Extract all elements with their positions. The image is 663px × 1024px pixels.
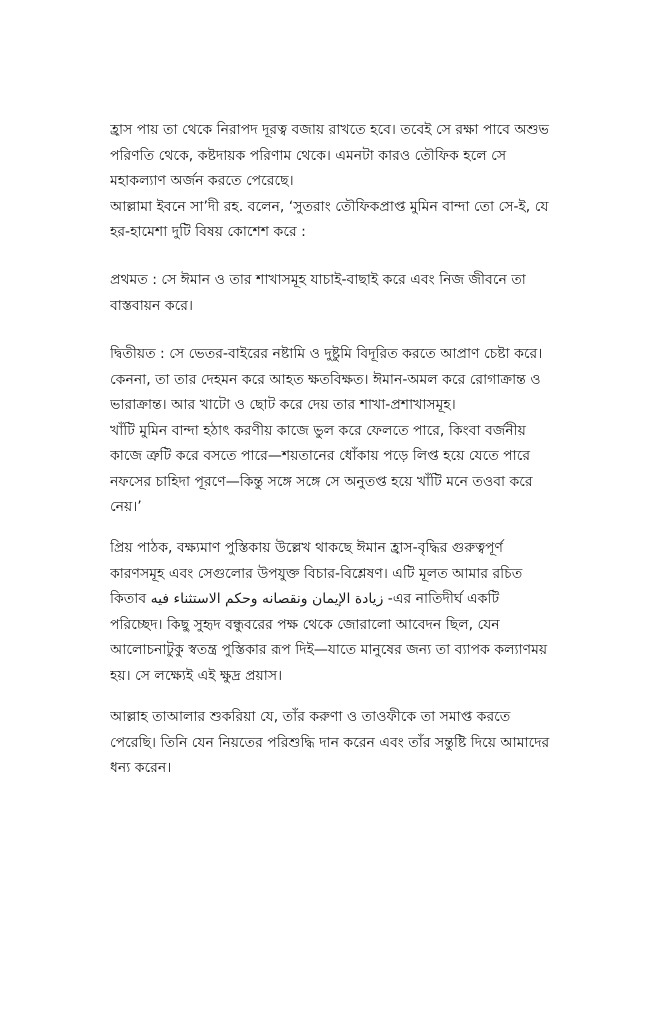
- text-line: ধন্য করেন।: [110, 760, 172, 776]
- text-line: নেয়।’: [110, 499, 142, 515]
- text-line: আল্লামা ইবনে সা’দী রহ. বলেন, ‘সুতরাং তৌফিকপ্রাপ্ত মুমিন বান্দা তো সে-ই, যে: [110, 198, 549, 215]
- text-line: খাঁটি মুমিন বান্দা হঠাৎ করণীয় কাজে ভুল করে ফেলতে পারে, কিংবা বর্জনীয়: [110, 422, 526, 439]
- text-line: পরিণতি থেকে, কষ্টদায়ক পরিণাম থেকে। এমনটা কারও তৌফিক হলে সে: [110, 147, 507, 164]
- text-line: কারণসমূহ এবং সেগুলোর উপযুক্ত বিচার-বিশ্লেষণ। এটি মূলত আমার রচিত: [110, 565, 523, 582]
- arabic-book-title: زيادة الإيمان ونقصانه وحكم الاستثناء فيه: [150, 591, 384, 607]
- text-line: হর-হামেশা দুটি বিষয় কোশেশ করে :: [110, 224, 306, 240]
- paragraph-gratitude: [110, 705, 556, 782]
- text-line: প্রিয় পাঠক, বক্ষ্যমাণ পুস্তিকায় উল্লেখ থাকছে ঈমান হ্রাস-বৃদ্ধির গুরুত্বপূর্ণ: [110, 540, 503, 556]
- text-segment: -এর নাতিদীর্ঘ একটি: [383, 591, 500, 607]
- text-line: পরিচ্ছেদ। কিছু সুহৃদ বন্ধুবরের পক্ষ থেকে জোরালো আবেদন ছিল, যেন: [110, 616, 500, 633]
- text-line: কাজে ত্রুটি করে বসতে পারে—শয়তানের ধোঁকায় পড়ে লিপ্ত হয়ে যেতে পারে: [110, 448, 531, 464]
- text-line: দ্বিতীয়ত : সে ভেতর-বাইরের নষ্টামি ও দুষ্টুমি বিদূরিত করতে আপ্রাণ চেষ্টা করে।: [110, 346, 543, 362]
- text-segment: কিতাব: [110, 591, 151, 607]
- paragraph-intro: [110, 118, 556, 246]
- paragraph-reader-note: [110, 536, 556, 689]
- text-line: পেরেছি। তিনি যেন নিয়তের পরিশুদ্ধি দান করেন এবং তাঁর সন্তুষ্টি দিয়ে আমাদের: [110, 734, 550, 751]
- text-line: আলোচনাটুকু স্বতন্ত্র পুস্তিকার রূপ দিই—যাতে মানুষের জন্য তা ব্যাপক কল্যাণময়: [110, 642, 548, 658]
- text-line: কেননা, তা তার দেহমন করে আহত ক্ষতবিক্ষত। ঈমান-অমল করে রোগাক্রান্ত ও: [110, 371, 541, 388]
- text-line: প্রথমত : সে ঈমান ও তার শাখাসমূহ যাচাই-বাছাই করে এবং নিজ জীবনে তা: [110, 272, 526, 288]
- text-line: আল্লাহ তাআলার শুকরিয়া যে, তাঁর করুণা ও তাওফীকে তা সমাপ্ত করতে: [110, 709, 511, 725]
- text-line: ভারাক্রান্ত। আর খাটো ও ছোট করে দেয় তার শাখা-প্রশাখাসমূহ।: [110, 397, 456, 413]
- paragraph-second-point: [110, 342, 556, 521]
- text-line: হয়। সে লক্ষ্যেই এই ক্ষুদ্র প্রয়াস।: [110, 667, 283, 684]
- text-line: মহাকল্যাণ অর্জন করতে পেরেছে।: [110, 173, 294, 189]
- text-line-with-arabic: [110, 587, 556, 613]
- paragraph-first-point: [110, 268, 556, 319]
- text-line: হ্রাস পায় তা থেকে নিরাপদ দূরত্ব বজায় রাখতে হবে। তবেই সে রক্ষা পাবে অশুভ: [110, 122, 549, 138]
- text-line: নফসের চাহিদা পূরণে—কিন্তু সঙ্গে সঙ্গে সে অনুতপ্ত হয়ে খাঁটি মনে তওবা করে: [110, 473, 533, 490]
- text-line: বাস্তবায়ন করে।: [110, 297, 193, 314]
